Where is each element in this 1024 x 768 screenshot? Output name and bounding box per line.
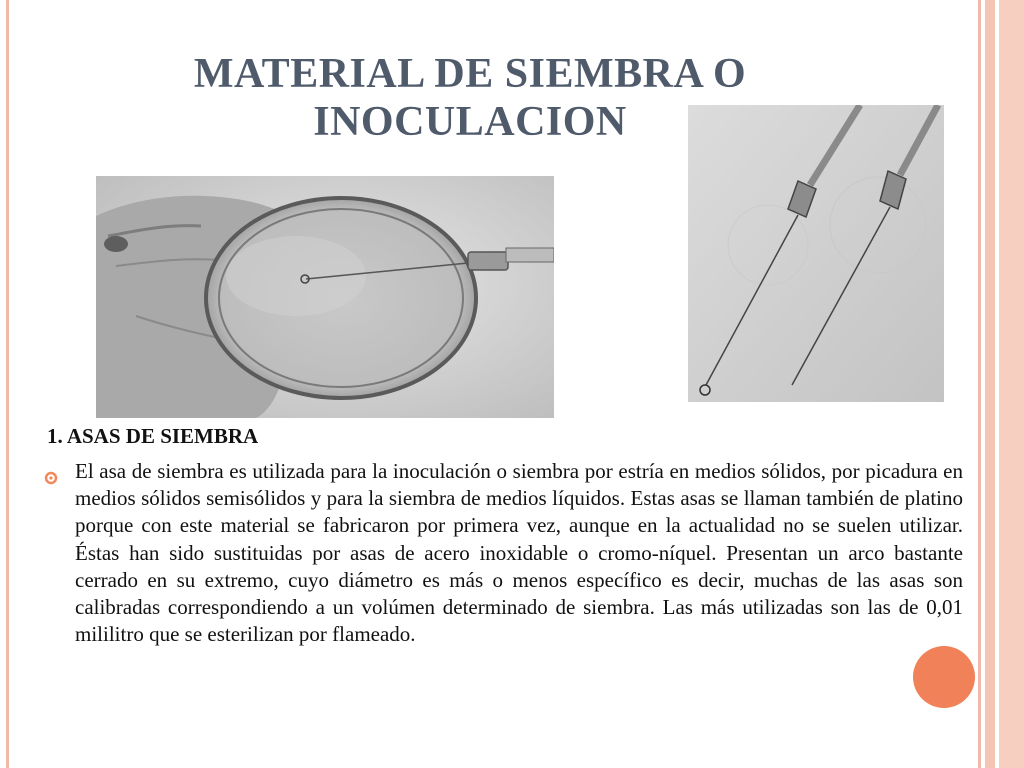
inoculating-loops-photo <box>688 105 944 402</box>
bullet-icon <box>44 471 58 485</box>
decorative-circle <box>913 646 975 708</box>
right-frame-band <box>985 0 995 768</box>
petri-dish-photo <box>96 176 554 418</box>
section-heading: 1. ASAS DE SIEMBRA <box>47 424 259 448</box>
loops-illustration <box>688 105 944 402</box>
petri-dish-illustration <box>96 176 554 418</box>
title-line-2: INOCULACION <box>313 99 627 145</box>
title-line-1: MATERIAL DE SIEMBRA O <box>193 51 747 97</box>
left-frame-line <box>6 0 9 768</box>
body-paragraph: El asa de siembra es utilizada para la inoculación o siembra por estría en medios sólidos, por picadura en medios sólidos semisólidos y para la siembra de medios líquidos. Estas asas se llaman también de platino porque con este material se fabricaron por primera vez, aunque en la actualidad no se suelen utilizar. Éstas han sido sustituidas por asas de acero inoxidable o cromo-níquel. Presentan un arco bastante cerrado en su extremo, cuyo diámetro es más o menos específico es decir, muchas de las asas son calibradas correspondiendo a un volúmen determinado de siembra. Las más utilizadas son las de 0,01 mililitro que se esterilizan por flameado. <box>75 459 963 647</box>
right-frame-line <box>978 0 981 768</box>
right-frame-band-outer <box>999 0 1024 768</box>
